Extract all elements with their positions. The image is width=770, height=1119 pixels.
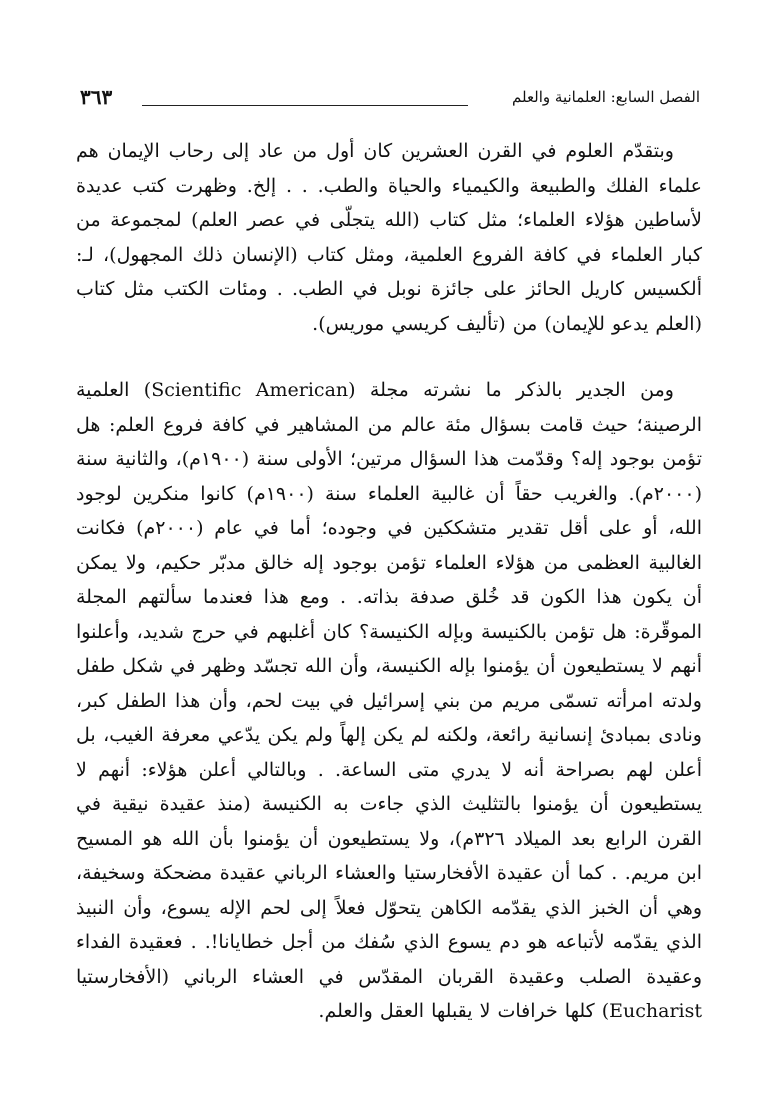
paragraph-2: ومن الجدير بالذكر ما نشرته مجلة (Scientific American) العلمية الرصينة؛ حيث قامت بسؤال مئة عالم من المشاهير في كافة فروع العلم: هل تؤمن بوجود إله؟ وقدّمت هذا السؤال مرتين؛ الأولى سنة (١٩٠٠م)، والثانية سنة (٢٠٠٠م). والغريب حقاً أن غالبية العلماء سنة (١٩٠٠م) كانوا منكرين لوجود الله، أو على أقل تقدير متشككين في وجوده؛ أما في عام (٢٠٠٠م) فكانت الغالبية العظمى من هؤلاء العلماء تؤمن بوجود إله خالق مدبّر حكيم، ولا يمكن أن يكون هذا الكون قد خُلق صدفة بذاته. . ومع هذا فعندما سألتهم المجلة الموقّرة: هل تؤمن بالكنيسة وبإله الكنيسة؟ كان أغلبهم في حرج شديد، وأعلنوا أنهم لا يستطيعون أن يؤمنوا بإله الكنيسة، وأن الله تجسّد وظهر في شكل طفل ولدته امرأته تسمّى مريم من بني إسرائيل في بيت لحم، وأن هذا الطفل كبر، ونادى بمبادئ إنسانية رائعة، ولكنه لم يكن إلهاً ولم يكن يدّعي معرفة الغيب، بل أعلن لهم بصراحة أنه لا يدري متى الساعة. . وبالتالي أعلن هؤلاء: أنهم لا يستطيعون أن يؤمنوا بالتثليث الذي جاءت به الكنيسة (منذ عقيدة نيقية في القرن الرابع بعد الميلاد ٣٢٦م)، ولا يستطيعون أن يؤمنوا بأن الله هو المسيح ابن مريم. . كما أن عقيدة الأفخارستيا والعشاء الرباني عقيدة مضحكة وسخيفة، وهي أن الخبز الذي يقدّمه الكاهن يتحوّل فعلاً إلى لحم الإله يسوع، وأن النبيذ الذي يقدّمه لأتباعه هو دم يسوع الذي سُفك من أجل خطايانا!. . فعقيدة الفداء وعقيدة الصلب وعقيدة القربان المقدّس في العشاء الرباني (الأفخارستيا Eucharist) كلها خرافات لا يقبلها العقل والعلم.: [76, 379, 703, 1022]
main-text: [76, 134, 702, 1029]
chapter-title: الفصل السابع: العلمانية والعلم: [512, 88, 700, 106]
running-header: [80, 86, 700, 114]
paragraph-1: وبتقدّم العلوم في القرن العشرين كان أول من عاد إلى رحاب الإيمان هم علماء الفلك والطبيعة والكيمياء والحياة والطب. . . إلخ. وظهرت كتب عديدة لأساطين هؤلاء العلماء؛ مثل كتاب (الله يتجلّى في عصر العلم) لمجموعة من كبار العلماء في كافة الفروع العلمية، ومثل كتاب (الإنسان ذلك المجهول)، لـ: ألكسيس كاريل الحائز على جائزة نوبل في الطب. . ومئات الكتب مثل كتاب (العلم يدعو للإيمان) من (تأليف كريسي موريس).: [76, 140, 702, 335]
page-number: ٣٦٣: [80, 85, 113, 109]
header-rule: [142, 105, 468, 106]
